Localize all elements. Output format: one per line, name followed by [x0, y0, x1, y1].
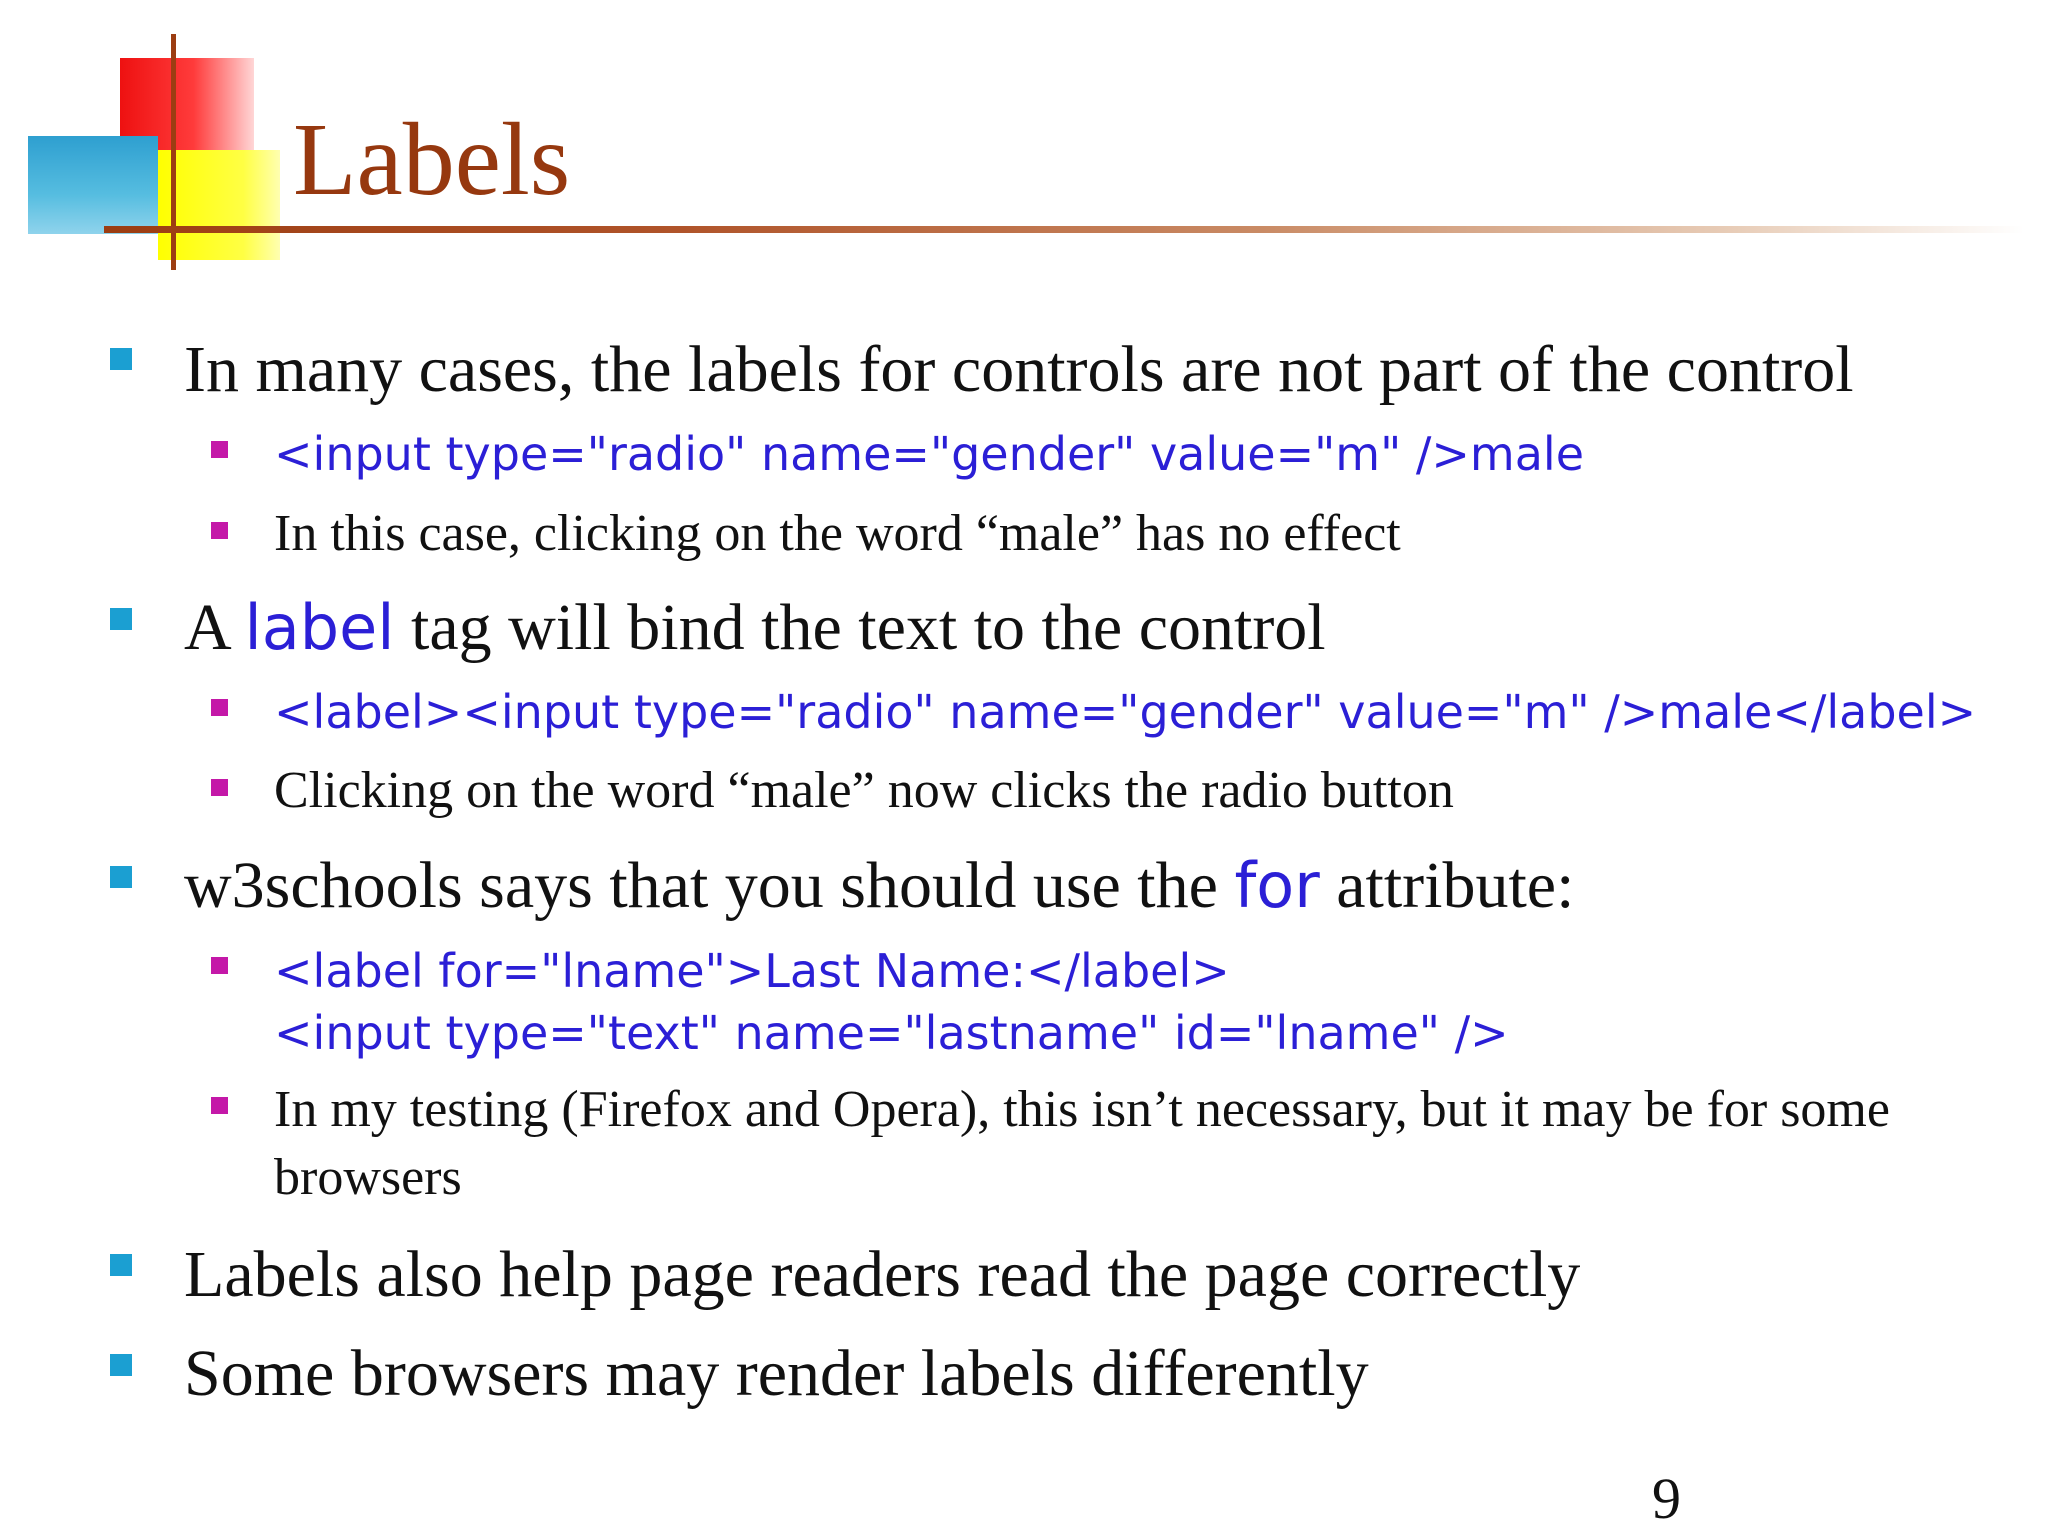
- sub-bullet-square-icon: [211, 1097, 228, 1114]
- bullet-square-icon: [110, 1354, 132, 1376]
- inline-code-keyword: label: [244, 591, 395, 664]
- code-snippet: <input type="radio" name="gender" value="m" />male: [274, 427, 1585, 481]
- bullet-item: [184, 849, 1575, 922]
- bullet-item: [184, 591, 1326, 664]
- sub-bullet-item: [274, 686, 1976, 738]
- sub-bullet-square-icon: [211, 699, 228, 716]
- code-snippet-line: <label for="lname">Last Name:</label>: [274, 944, 1230, 998]
- bullet-item: Labels also help page readers read the page correctly: [184, 1238, 1581, 1311]
- inline-code-keyword: for: [1234, 849, 1320, 922]
- sub-bullet-item: [274, 428, 1584, 480]
- sub-bullet-square-icon: [211, 779, 228, 796]
- sub-bullet-square-icon: [211, 522, 228, 539]
- bullet-square-icon: [110, 866, 132, 888]
- sub-bullet-square-icon: [211, 441, 228, 458]
- sub-bullet-item: [274, 940, 1509, 1064]
- bullet-item: Some browsers may render labels differently: [184, 1337, 1369, 1410]
- bullet-text-suffix: attribute:: [1319, 849, 1575, 922]
- bullet-text-suffix: tag will bind the text to the control: [394, 591, 1326, 664]
- bullet-item: In many cases, the labels for controls are not part of the control: [184, 333, 1854, 406]
- slide-title: Labels: [293, 102, 571, 217]
- bullet-text-prefix: w3schools says that you should use the: [184, 849, 1235, 922]
- title-decoration-blue-square: [28, 136, 158, 234]
- bullet-square-icon: [110, 1254, 132, 1276]
- title-decoration-yellow-square: [158, 150, 280, 260]
- bullet-square-icon: [110, 608, 132, 630]
- code-snippet-line: <input type="text" name="lastname" id="lname" />: [274, 1006, 1509, 1060]
- sub-bullet-square-icon: [211, 957, 228, 974]
- bullet-text-prefix: A: [184, 591, 245, 664]
- bullet-square-icon: [110, 348, 132, 370]
- sub-bullet-item: In my testing (Firefox and Opera), this isn’t necessary, but it may be for some browsers: [274, 1081, 1890, 1206]
- sub-bullet-item: Clicking on the word “male” now clicks the radio button: [274, 762, 1454, 819]
- title-decoration-vertical-line: [171, 34, 176, 270]
- page-number: 9: [1652, 1466, 1681, 1531]
- sub-bullet-item: In this case, clicking on the word “male” has no effect: [274, 505, 1401, 562]
- title-underline: [104, 226, 2024, 233]
- code-snippet: <label><input type="radio" name="gender" value="m" />male</label>: [274, 685, 1977, 739]
